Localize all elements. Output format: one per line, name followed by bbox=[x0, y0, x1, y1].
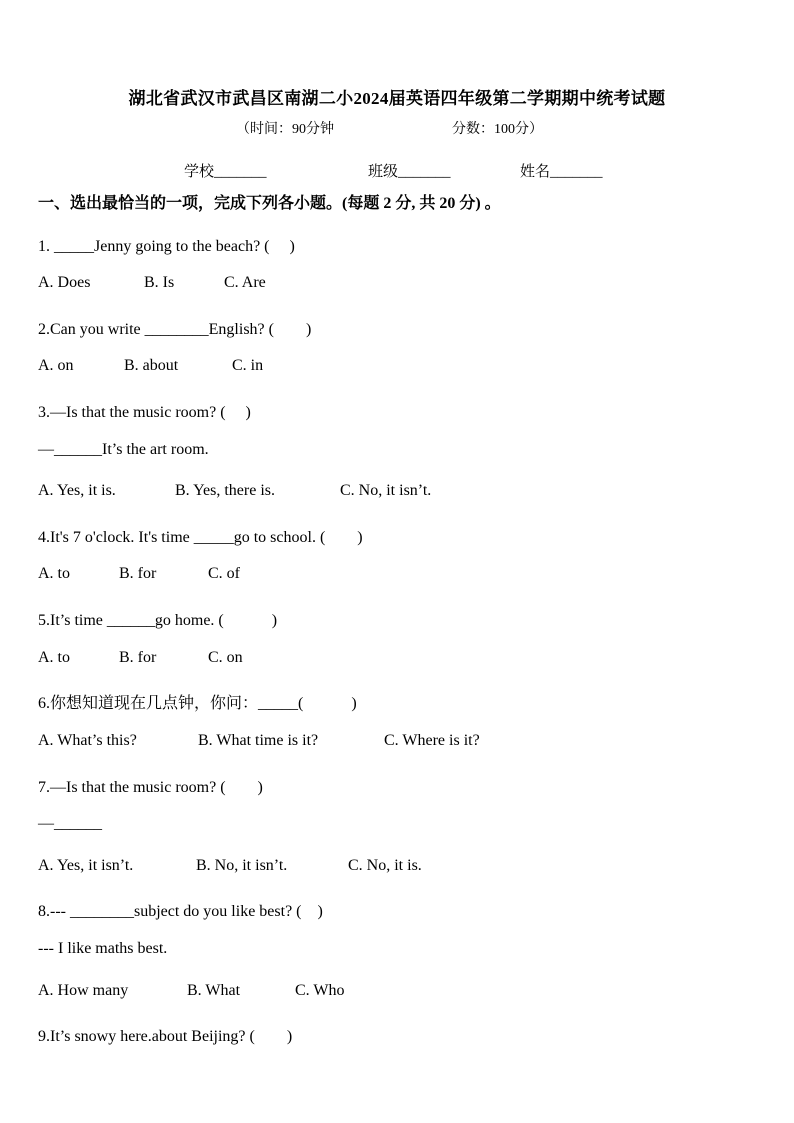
question-4-option-b: B. for bbox=[119, 565, 157, 582]
question-9-stem: 9.It’s snowy here.about Beijing? ( ) bbox=[38, 1028, 293, 1045]
question-5-option-c: C. on bbox=[208, 649, 243, 666]
question-1-option-c: C. Are bbox=[224, 274, 266, 291]
question-7-answer-line: —______ bbox=[38, 815, 102, 832]
question-7-option-c: C. No, it is. bbox=[348, 857, 422, 874]
question-6-option-b: B. What time is it? bbox=[198, 732, 319, 749]
question-1-option-a: A. Does bbox=[38, 274, 91, 291]
question-6-option-c: C. Where is it? bbox=[384, 732, 480, 749]
question-3-stem: 3.—Is that the music room? ( ) bbox=[38, 404, 251, 421]
question-6-stem: 6.你想知道现在几点钟，你问：_____( ) bbox=[38, 695, 357, 712]
question-8-context-line: --- I like maths best. bbox=[38, 940, 168, 957]
question-7-option-b: B. No, it isn’t. bbox=[196, 857, 288, 874]
question-5-stem: 5.It’s time ______go home. ( ) bbox=[38, 612, 278, 629]
section-heading: 一、选出最恰当的一项，完成下列各小题。(每题 2 分, 共 20 分) 。 bbox=[38, 195, 501, 212]
page-title: 湖北省武汉市武昌区南湖二小2024届英语四年级第二学期期中统考试题 bbox=[128, 89, 666, 108]
question-8-stem: 8.--- ________subject do you like best? ( ) bbox=[38, 903, 323, 920]
school-field: 学校_______ bbox=[184, 164, 267, 180]
exam-score: 分数：100分） bbox=[452, 122, 543, 137]
question-8-option-a: A. How many bbox=[38, 982, 129, 999]
question-7-option-a: A. Yes, it isn’t. bbox=[38, 857, 134, 874]
question-1-option-b: B. Is bbox=[144, 274, 175, 291]
class-field: 班级_______ bbox=[368, 164, 451, 180]
question-2-option-c: C. in bbox=[232, 357, 264, 374]
question-6-option-a: A. What’s this? bbox=[38, 732, 137, 749]
question-2-stem: 2.Can you write ________English? ( ) bbox=[38, 321, 312, 338]
question-3-option-c: C. No, it isn’t. bbox=[340, 482, 432, 499]
question-1-stem: 1. _____Jenny going to the beach? ( ) bbox=[38, 238, 295, 255]
question-2-option-b: B. about bbox=[124, 357, 179, 374]
question-5-option-a: A. to bbox=[38, 649, 70, 666]
question-8-option-b: B. What bbox=[187, 982, 241, 999]
question-4-option-c: C. of bbox=[208, 565, 240, 582]
question-5-option-b: B. for bbox=[119, 649, 157, 666]
exam-time: （时间：90分钟 bbox=[236, 122, 334, 137]
question-3-option-a: A. Yes, it is. bbox=[38, 482, 116, 499]
question-3-option-b: B. Yes, there is. bbox=[175, 482, 276, 499]
question-4-stem: 4.It's 7 o'clock. It's time _____go to school. ( ) bbox=[38, 529, 363, 546]
question-2-option-a: A. on bbox=[38, 357, 74, 374]
question-7-stem: 7.—Is that the music room? ( ) bbox=[38, 779, 263, 796]
name-field: 姓名_______ bbox=[520, 164, 603, 180]
question-8-option-c: C. Who bbox=[295, 982, 345, 999]
question-4-option-a: A. to bbox=[38, 565, 70, 582]
question-3-answer-line: —______It’s the art room. bbox=[38, 441, 209, 458]
